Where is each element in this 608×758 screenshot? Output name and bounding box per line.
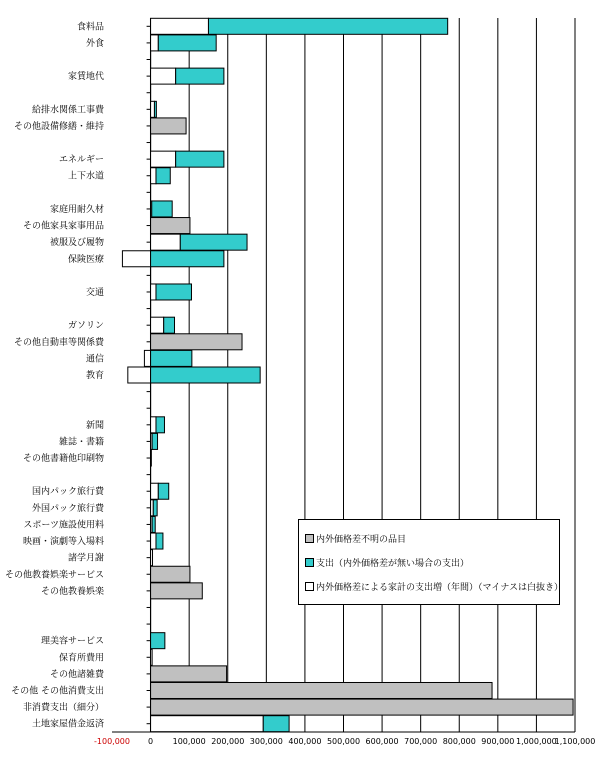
bar-increase-14 (122, 251, 150, 267)
category-label-37: 理美容サービス (40, 636, 104, 647)
x-tick-label-1: 0 (148, 737, 154, 746)
x-tick-label-11: 1,000,000 (516, 737, 557, 746)
x-tick-label-0: -100,000 (94, 737, 130, 746)
bar-spend-21 (151, 367, 261, 383)
category-label-33: その他教養娯楽サービス (4, 570, 104, 581)
bar-increase-0 (151, 18, 209, 34)
x-tick-labels (94, 737, 595, 746)
bar-spend-28 (158, 483, 168, 499)
category-label-25: 雑誌・書籍 (58, 437, 104, 448)
bar-unknown-41 (151, 699, 573, 715)
category-labels (5, 20, 105, 729)
category-label-39: その他諸雑費 (49, 669, 104, 680)
bar-spend-30 (152, 516, 155, 532)
category-label-21: 教育 (85, 371, 104, 381)
category-label-8: エネルギー (58, 155, 104, 166)
bar-spend-24 (156, 417, 164, 433)
category-label-42: 土地家屋借金返済 (31, 719, 104, 730)
bar-unknown-12 (151, 218, 190, 234)
bar-increase-28 (151, 483, 159, 499)
x-tick-label-3: 200,000 (211, 737, 245, 746)
category-label-40: その他 その他消費支出 (11, 686, 104, 697)
bar-spend-37 (151, 633, 165, 649)
category-label-19: その他自動車等関係費 (13, 337, 104, 348)
category-label-28: 国内パック旅行費 (31, 487, 104, 498)
bar-increase-32 (151, 550, 153, 566)
bar-increase-13 (151, 234, 181, 250)
x-tick-label-6: 500,000 (326, 737, 361, 746)
x-tick-label-2: 100,000 (172, 737, 206, 746)
bar-spend-16 (156, 284, 191, 300)
bar-spend-25 (152, 433, 157, 449)
category-label-26: その他書籍他印刷物 (22, 454, 104, 465)
legend-label-spend: 支出（内外価格差が無い場合の支出） (316, 558, 470, 569)
bar-unknown-6 (151, 118, 186, 134)
x-tick-label-8: 700,000 (404, 737, 438, 746)
bar-increase-5 (151, 101, 155, 117)
legend-label-unknown: 内外価格差不明の品目 (316, 534, 407, 545)
bar-increase-3 (151, 68, 176, 84)
bar-increase-1 (151, 35, 159, 51)
category-label-30: スポーツ施設使用料 (23, 520, 104, 531)
category-label-1: 外食 (85, 38, 104, 49)
category-label-38: 保育所費用 (58, 653, 104, 664)
bar-spend-29 (153, 500, 157, 516)
bar-spend-11 (152, 201, 172, 217)
bar-increase-9 (151, 168, 156, 184)
bar-spend-1 (158, 35, 216, 51)
bar-spend-31 (156, 533, 163, 549)
category-label-3: 家賃地代 (67, 72, 104, 83)
category-label-24: 新聞 (85, 420, 104, 431)
bar-increase-20 (144, 350, 150, 366)
category-label-13: 被服及び履物 (49, 238, 104, 249)
category-label-29: 外国パック旅行費 (31, 503, 104, 514)
bar-spend-5 (154, 101, 156, 117)
bar-spend-42 (263, 716, 289, 732)
category-label-34: その他教養娯楽 (40, 586, 104, 597)
category-label-32: 諸学月謝 (67, 553, 104, 564)
bar-spend-13 (180, 234, 247, 250)
category-label-14: 保険医療 (67, 254, 104, 265)
category-label-9: 上下水道 (67, 171, 104, 182)
bar-increase-24 (151, 417, 156, 433)
bar-increase-38 (151, 649, 153, 665)
legend-label-increase: 内外価格差による家計の支出増（年間）（マイナスは白抜き） (316, 582, 563, 593)
category-label-5: 給排水関係工事費 (31, 105, 104, 116)
x-tick-label-12: 1,100,000 (554, 737, 596, 746)
bar-spend-3 (176, 68, 224, 84)
category-label-20: 通信 (85, 354, 104, 365)
legend-item-unknown (305, 526, 559, 550)
x-tick-label-4: 300,000 (249, 737, 283, 746)
category-label-18: ガソリン (67, 321, 104, 332)
legend-swatch-spend (305, 558, 314, 567)
bars (122, 18, 573, 731)
bar-unknown-34 (151, 583, 203, 599)
category-label-31: 映画・演劇等入場料 (22, 537, 104, 548)
bar-spend-20 (151, 350, 192, 366)
bar-increase-31 (151, 533, 156, 549)
bar-increase-21 (128, 367, 151, 383)
bar-unknown-39 (151, 666, 227, 682)
category-label-41: 非消費支出（細分） (22, 703, 104, 714)
bar-unknown-33 (151, 566, 190, 582)
category-label-11: 家庭用耐久材 (49, 204, 104, 215)
x-tick-label-9: 800,000 (442, 737, 476, 746)
bar-unknown-40 (151, 682, 492, 698)
category-label-6: その他設備修繕・維持 (13, 121, 104, 132)
legend-item-spend (305, 550, 559, 574)
bar-increase-18 (151, 317, 164, 333)
x-tick-label-5: 400,000 (288, 737, 322, 746)
x-tick-label-7: 600,000 (365, 737, 399, 746)
bar-unknown-19 (151, 334, 242, 350)
bar-spend-14 (151, 251, 224, 267)
category-label-0: 食料品 (76, 22, 104, 33)
bar-spend-9 (156, 168, 170, 184)
bar-increase-16 (151, 284, 156, 300)
category-label-16: 交通 (85, 287, 104, 298)
x-tick-label-10: 900,000 (481, 737, 515, 746)
legend-swatch-increase (305, 582, 314, 591)
bar-spend-0 (208, 18, 447, 34)
category-label-12: その他家具家事用品 (22, 221, 104, 232)
bar-increase-8 (151, 151, 176, 167)
legend-swatch-unknown (305, 534, 314, 543)
legend-item-increase (305, 574, 563, 598)
bar-increase-26 (151, 450, 152, 466)
bar-spend-18 (164, 317, 175, 333)
bar-spend-8 (176, 151, 224, 167)
bar-increase-42 (151, 716, 264, 732)
legend (298, 519, 563, 605)
